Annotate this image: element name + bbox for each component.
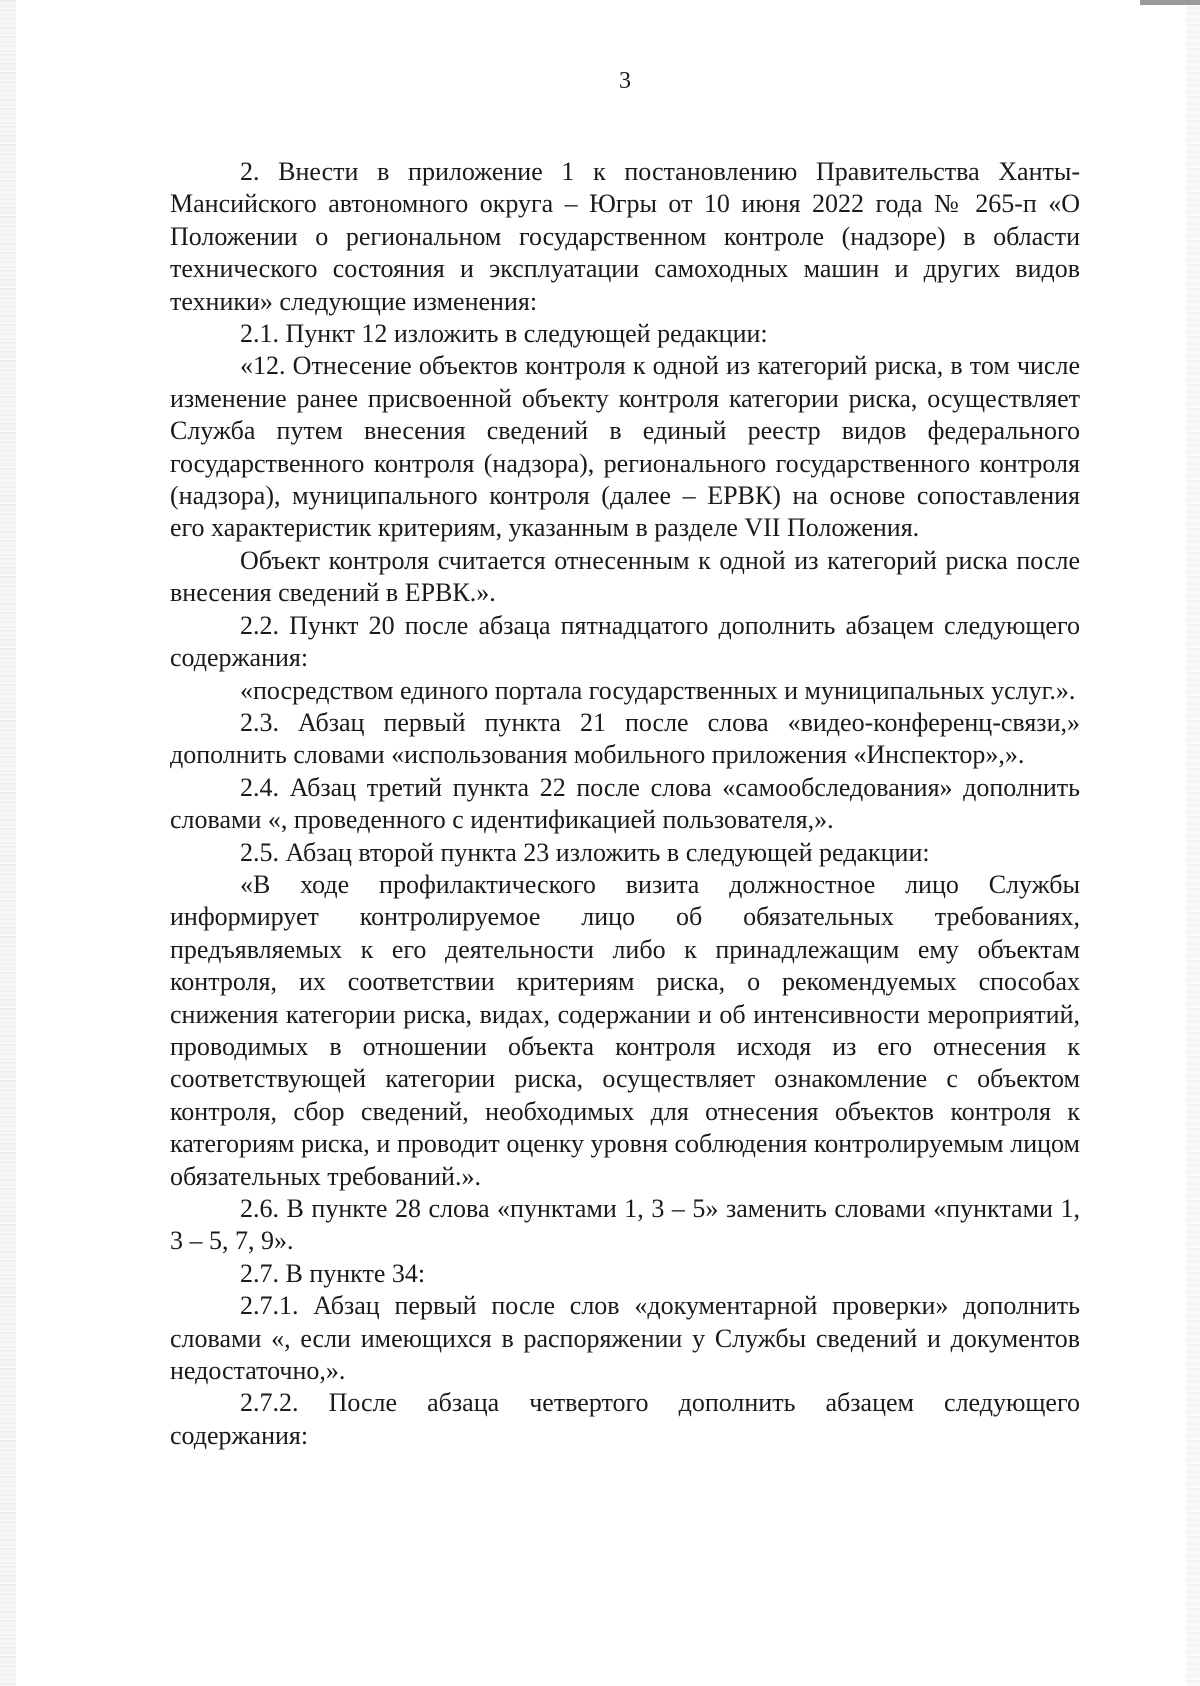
scan-edge-right: [1186, 0, 1200, 1686]
paragraph-2-1: 2.1. Пункт 12 изложить в следующей редакции:: [240, 319, 768, 349]
document-body: [170, 156, 1080, 1452]
paragraph-2-7-1: 2.7.1. Абзац первый после слов «документарной проверки» дополнить словами «, если имеющихся в распоряжении у Службы сведений и документов недостаточно,».: [170, 1291, 1080, 1386]
page-number: 3: [619, 68, 631, 94]
paragraph-2-7-2: 2.7.2. После абзаца четвертого дополнить абзацем следующего содержания:: [170, 1388, 1080, 1450]
paragraph-2-7: 2.7. В пункте 34:: [240, 1258, 426, 1288]
scan-edge-left: [0, 0, 16, 1686]
paragraph-2-4: 2.4. Абзац третий пункта 22 после слова «самообследования» дополнить словами «, проведенного с идентификацией пользователя,».: [170, 772, 1080, 835]
paragraph-2-5-quote: «В ходе профилактического визита должностное лицо Службы информирует контролируемое лицо об обязательных требованиях, предъявляемых к его деятельности либо к принадлежащим ему объектам контроля, их соответствии критериям риска, о рекомендуемых способах снижения категории риска, видах, содержании и об интенсивности мероприятий, проводимых в отношении объекта контроля исходя из его отнесения к соответствующей категории риска, осуществляет ознакомление с объектом контроля, сбор сведений, необходимых для отнесения объектов контроля к категориям риска, и проводит оценку уровня соблюдения контролируемым лицом обязательных требований.».: [170, 869, 1080, 1191]
paragraph-2-2-quote: «посредством единого портала государственных и муниципальных услуг.».: [240, 675, 1076, 705]
paragraph-2-1-quote-12: «12. Отнесение объектов контроля к одной из категорий риска, в том числе изменение ранее присвоенной объекту контроля категории риска, осуществляет Служба путем внесения сведений в единый реестр видов федерального государственного контроля (надзора), регионального государственного контроля (надзора), муниципального контроля (далее – ЕРВК) на основе сопоставления его характеристик критериям, указанным в разделе VII Положения.: [170, 351, 1080, 543]
paragraph-2-6: 2.6. В пункте 28 слова «пунктами 1, 3 – 5» заменить словами «пунктами 1, 3 – 5, 7, 9».: [170, 1194, 1080, 1256]
scan-edge-mark: [1140, 0, 1200, 5]
paragraph-2-2: 2.2. Пункт 20 после абзаца пятнадцатого дополнить абзацем следующего содержания:: [170, 610, 1080, 673]
paragraph-2-3: 2.3. Абзац первый пункта 21 после слова «видео-конференц-связи,» дополнить словами «использования мобильного приложения «Инспектор»,».: [170, 707, 1080, 770]
paragraph-2: 2. Внести в приложение 1 к постановлению Правительства Ханты-Мансийского автономного округа – Югры от 10 июня 2022 года № 265-п «О Положении о региональном государственном контроле (надзоре) в области технического состояния и эксплуатации самоходных машин и других видов техники» следующие изменения:: [170, 157, 1080, 316]
paragraph-2-1-quote-continued: Объект контроля считается отнесенным к одной из категорий риска после внесения сведений в ЕРВК.».: [170, 545, 1080, 608]
paragraph-2-5: 2.5. Абзац второй пункта 23 изложить в следующей редакции:: [240, 837, 930, 867]
